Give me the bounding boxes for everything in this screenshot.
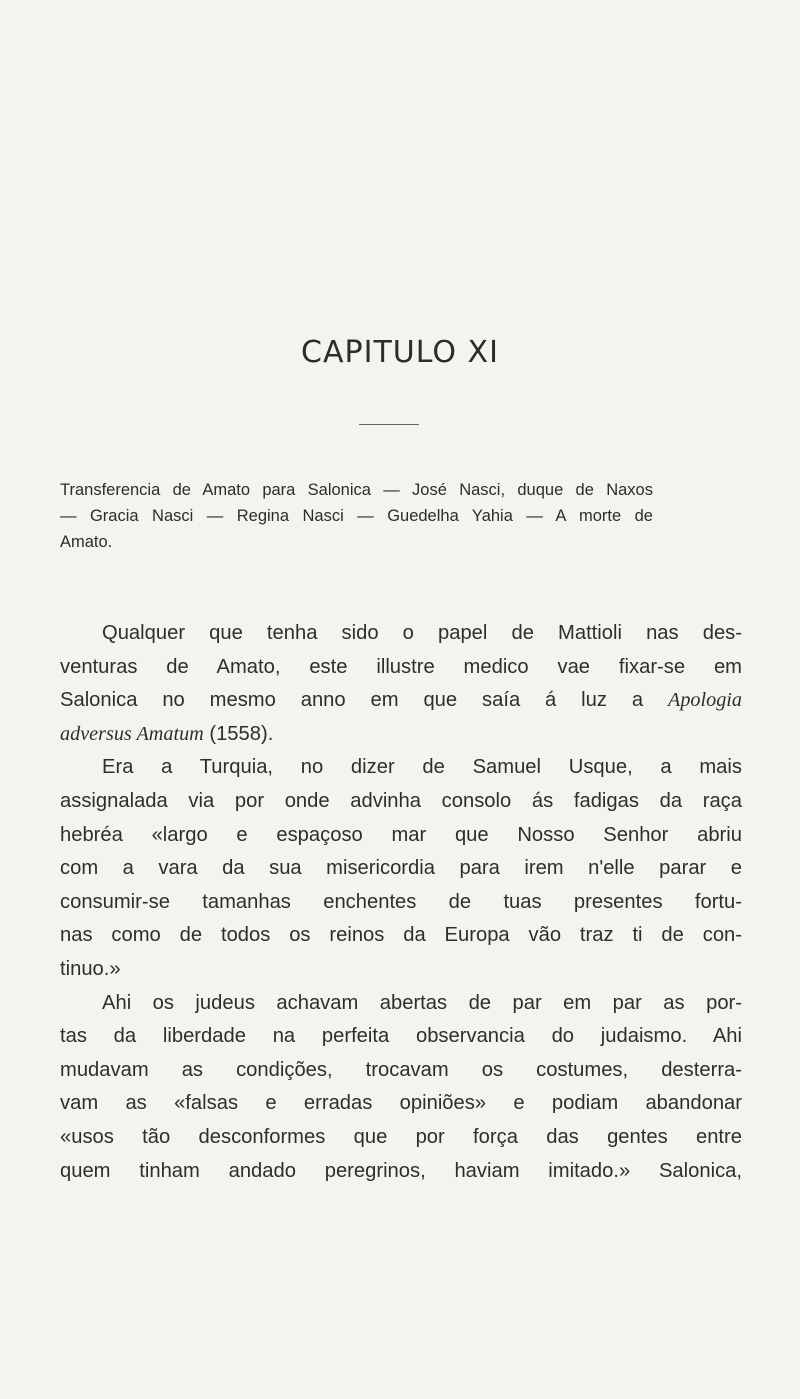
paragraph-line: Ahi os judeus achavam abertas de par em par as por- <box>102 991 742 1014</box>
paragraph-line: mudavam as condições, trocavam os costumes, desterra- <box>60 1058 742 1081</box>
paragraph-line: Era a Turquia, no dizer de Samuel Usque, a mais <box>102 756 742 779</box>
text-run: (1558). <box>209 722 274 745</box>
summary-line: Transferencia de Amato para Salonica — José Nasci, duque de Naxos <box>60 481 653 499</box>
text-run: Salonica no mesmo anno em que saía á luz a <box>60 689 644 712</box>
paragraph-line: vam as «falsas e erradas opiniões» e podiam abandonar <box>60 1092 742 1115</box>
title-divider <box>359 424 419 425</box>
paragraph-line <box>60 718 742 752</box>
summary-line: Amato. <box>60 533 113 551</box>
paragraph-line: venturas de Amato, este illustre medico vae fixar-se em <box>60 655 742 678</box>
paragraph-line: tas da liberdade na perfeita observancia do judaismo. Ahi <box>60 1025 742 1048</box>
italic-title: adversus Amatum <box>60 722 204 745</box>
paragraph-line: consumir-se tamanhas enchentes de tuas presentes fortu- <box>60 890 742 913</box>
paragraph-line: quem tinham andado peregrinos, haviam imitado.» Salonica, <box>60 1159 742 1182</box>
paragraph-line: nas como de todos os reinos da Europa vão traz ti de con- <box>60 924 742 947</box>
paragraph-line: assignalada via por onde advinha consolo ás fadigas da raça <box>60 789 742 812</box>
paragraph-line: «usos tão desconformes que por força das gentes entre <box>60 1125 742 1148</box>
chapter-summary <box>60 477 653 555</box>
paragraph-line: com a vara da sua misericordia para irem n'elle parar e <box>60 857 742 880</box>
italic-title: Apologia <box>667 689 743 712</box>
paragraph-line: Qualquer que tenha sido o papel de Mattioli nas des- <box>102 622 742 644</box>
summary-line: — Gracia Nasci — Regina Nasci — Guedelha Yahia — A morte de <box>60 507 653 525</box>
chapter-title: CAPITULO XI <box>301 335 499 370</box>
paragraph-line: hebréa «largo e espaçoso mar que Nosso Senhor abriu <box>60 823 742 846</box>
paragraph-line: tinuo.» <box>60 957 121 980</box>
paragraph-line <box>60 684 742 718</box>
body-text <box>60 617 742 1188</box>
